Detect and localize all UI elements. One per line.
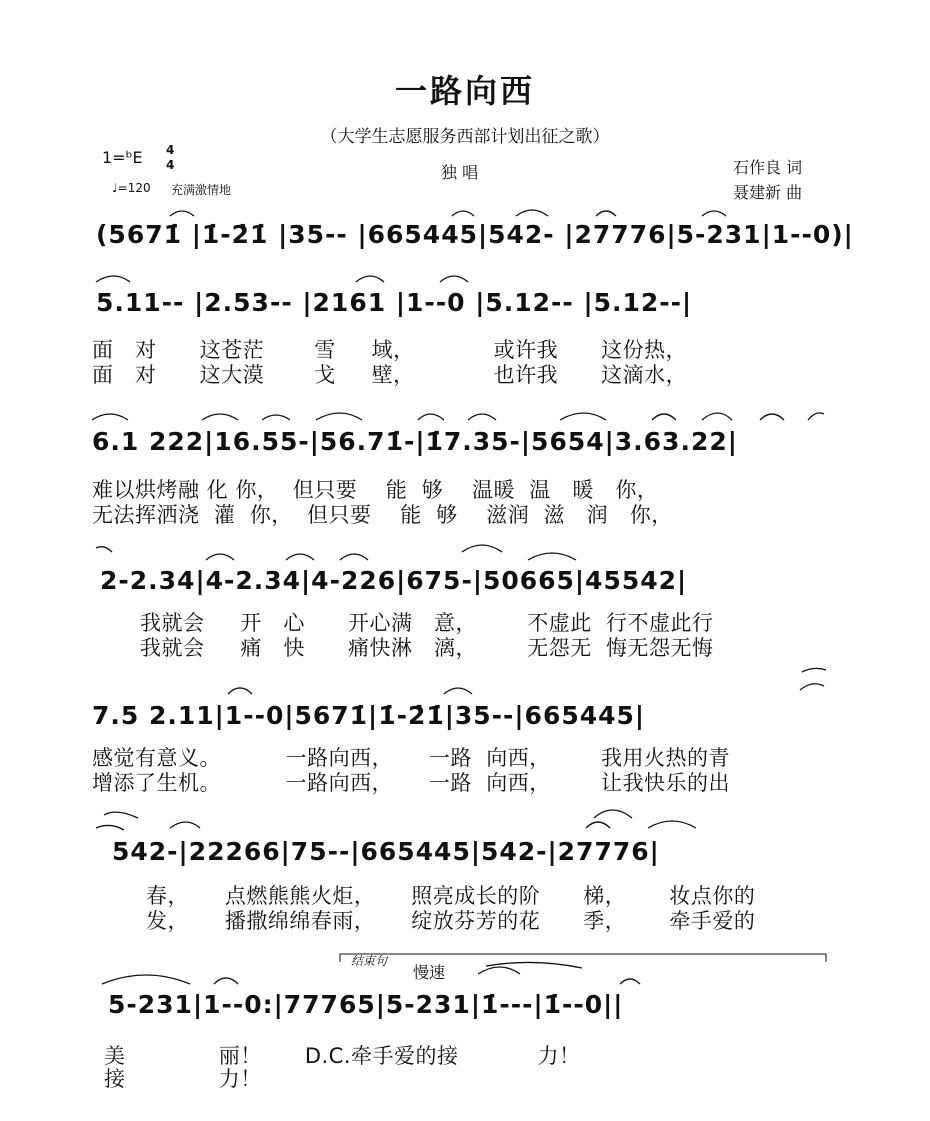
composer-credit: 聂建新 曲 [733, 183, 803, 202]
song-title: 一路向西 [394, 72, 535, 110]
lyrics-verse-2: 接 力！ [104, 1067, 262, 1091]
lyrics-verse-2: 无法挥洒浇 灌 你， 但只要 能 够 滋润 滋 润 你， [92, 503, 673, 527]
lyrics-verse-1: 面 对 这苍茫 雪 域， 或许我 这份热， [92, 338, 688, 362]
lyrics-verse-2: 我就会 痛 快 痛快淋 漓， 无怨无 悔无怨无悔 [140, 636, 714, 660]
lyrics-verse-2: 面 对 这大漠 戈 壁， 也许我 这滴水， [92, 363, 688, 387]
notation-line: 5-231|1--0:|77765|5-231|1̇---|1̇--0|| [108, 990, 624, 1019]
notation-line: 542-|22266|75--|665445|542-|27776| [112, 837, 660, 866]
lyricist-credit: 石作良 词 [733, 158, 803, 177]
time-signature-bottom: 4 [166, 158, 175, 172]
lyrics-verse-1: 我就会 开 心 开心满 意， 不虚此 行不虚此行 [140, 611, 714, 635]
song-subtitle: （大学生志愿服务西部计划出征之歌） [320, 127, 610, 147]
lyrics-verse-1: 难以烘烤融 化 你， 但只要 能 够 温暖 温 暖 你， [92, 478, 659, 502]
performance-type: 独 唱 [441, 163, 479, 182]
lyrics-verse-1: 感觉有意义。 一路向西， 一路 向西， 我用火热的青 [92, 746, 731, 770]
notation-line: 6.1 222|16.55-|56.71̇-|1̇7.35-|5654|3.63.22| [92, 427, 738, 456]
notation-line: 2-2.34|4-2.34|4-226|675-|50665|45542| [100, 566, 688, 595]
notation-line: (5671̇ |1̇-2̇1̇ |35-- |665445|542- |27776|5-231|1--0)| [96, 220, 854, 249]
tempo-mark: ♩=120 [112, 181, 151, 195]
lyrics-verse-1: 美 丽！ D.C.牵手爱的接 力！ [104, 1044, 581, 1068]
time-signature-top: 4 [166, 143, 175, 157]
ending-tempo: 慢速 [413, 963, 446, 982]
key-signature: 1=ᵇE [102, 148, 143, 167]
lyrics-verse-1: 春， 点燃熊熊火炬， 照亮成长的阶 梯， 妆点你的 [146, 884, 756, 908]
ending-label: 结束句 [351, 954, 388, 968]
expression-mark: 充满激情地 [171, 183, 232, 197]
lyrics-verse-2: 增添了生机。 一路向西， 一路 向西， 让我快乐的出 [92, 771, 731, 795]
notation-line: 7.5 2.11|1--0|5671̇|1̇-2̇1̇|35--|665445| [92, 701, 646, 730]
lyrics-verse-2: 发， 播撒绵绵春雨， 绽放芬芳的花 季， 牵手爱的 [146, 909, 756, 933]
notation-line: 5.11-- |2.53-- |2161 |1--0 |5.12-- |5.12--| [96, 288, 693, 317]
